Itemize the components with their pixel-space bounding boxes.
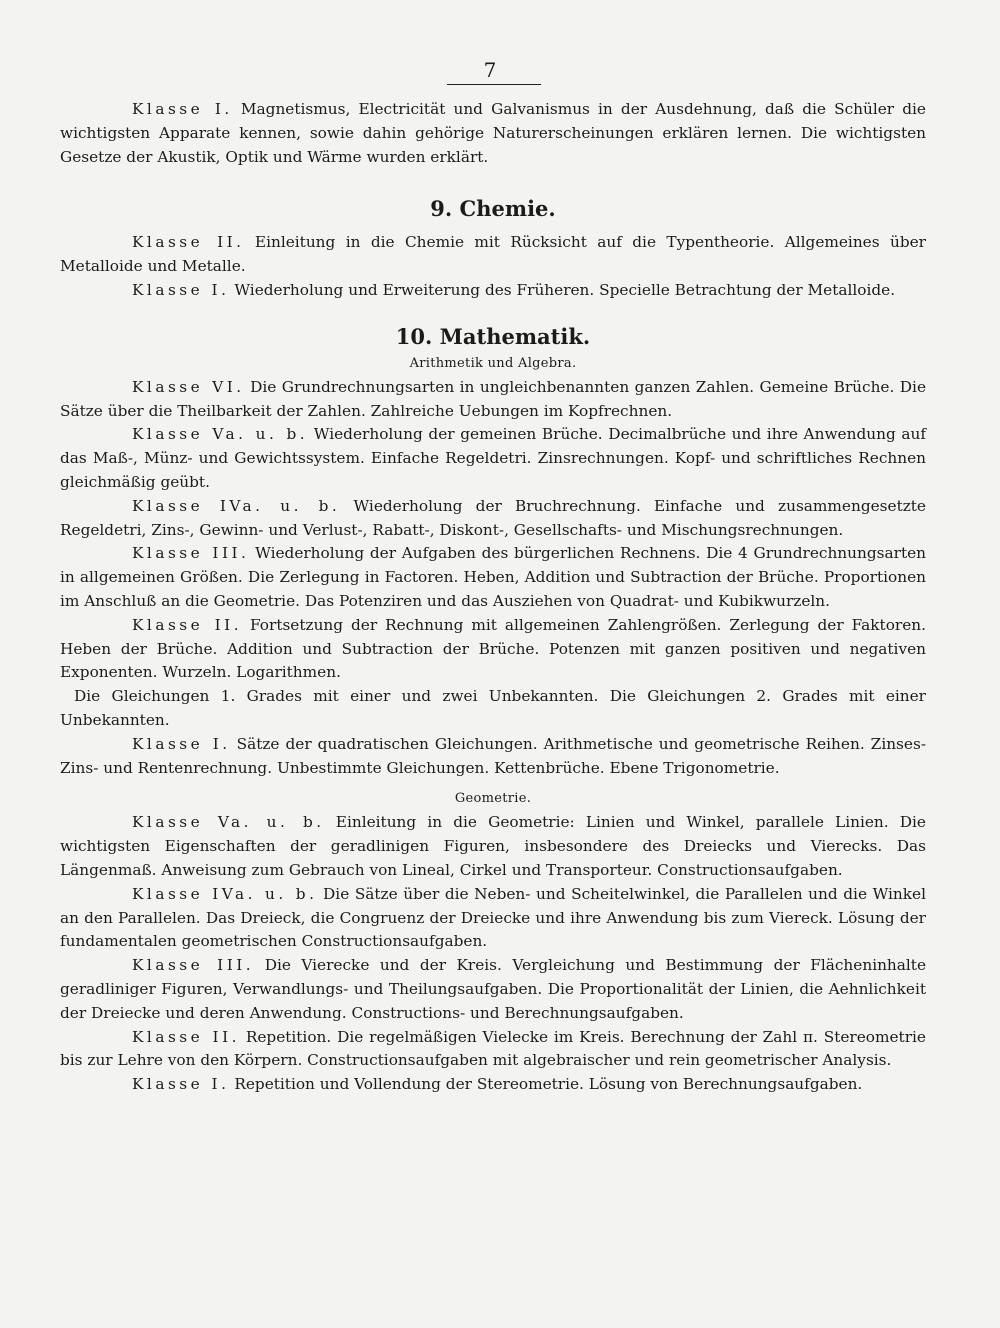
klasse-label: Klasse III. [132,544,250,563]
paragraph-text: Die Vierecke und der Kreis. Vergleichung und Bestimmung der Flächeninhalte geradliniger Figuren, Verwandlungs- und Theilungsaufgaben. Die Proportionalität der Linien, die Aehnlichkeit der Dreiecke und deren Anwendung. Constructions- und Berechnungsaufgaben. [60,956,927,1022]
paragraph-text: Einleitung in die Chemie mit Rücksicht auf die Typentheorie. Allgemeines über Metalloide und Metalle. [60,233,926,276]
mathematik-section [60,323,926,1097]
paragraph-geom-klasse-1 [60,1073,926,1097]
paragraph-chemie-klasse-2 [60,231,926,279]
paragraph-text: Sätze der quadratischen Gleichungen. Arithmetische und geometrische Reihen. Zinses-Zins- und Rentenrechnung. Unbestimmte Gleichungen. Kettenbrüche. Ebene Trigonometrie. [60,734,926,777]
paragraph-text: Magnetismus, Electricität und Galvanismus in der Ausdehnung, daß die Schüler die wichtigsten Apparate kennen, sowie dahin gehörige Naturerscheinungen erklären lernen. Die wichtigsten Gesetze der Akustik, Optik und Wärme wurden erklärt. [60,100,926,166]
klasse-label: Klasse IVa. u. b. [132,496,341,515]
klasse-label: Klasse II. [132,615,243,634]
physics-section-tail [60,98,926,169]
paragraph-arith-gleichungen [60,685,926,733]
klasse-label: Klasse IVa. u. b. [132,884,318,903]
paragraph-text: Repetition. Die regelmäßigen Vielecke im Kreis. Berechnung der Zahl π. Stereometrie bis zur Lehre von den Körpern. Constructionsaufgaben mit algebraischer und rein geometrischer Analysis. [60,1027,926,1070]
subheading-arithmetik: Arithmetik und Algebra. [409,355,577,371]
page-number: 7 [483,58,497,82]
paragraph-arith-klasse-6 [60,376,926,424]
paragraph-arith-klasse-2 [60,614,926,685]
page-number-rule [447,84,541,85]
paragraph-arith-klasse-4 [60,495,926,543]
section-heading-chemie: 9. Chemie. [430,196,556,222]
klasse-label: Klasse I. [132,280,230,299]
paragraph-geom-klasse-2 [60,1026,926,1074]
klasse-label: Klasse Va. u. b. [132,425,309,444]
paragraph-geom-klasse-3 [60,954,926,1025]
paragraph-arith-klasse-3 [60,542,926,613]
paragraph-text: Wiederholung der Bruchrechnung. Einfache und zusammengesetzte Regeldetri, Zins-, Gewinn- und Verlust-, Rabatt-, Diskont-, Gesellschafts- und Mischungsrechnungen. [60,496,926,539]
klasse-label: Klasse VI. [132,377,245,396]
paragraph-text: Einleitung in die Geometrie: Linien und Winkel, parallele Linien. Die wichtigsten Eigenschaften der geradlinigen Figuren, insbesondere des Dreiecks und Vierecks. Das Längenmaß. Anweisung zum Gebrauch von Lineal, Cirkel und Transporteur. Constructionsaufgaben. [60,813,926,879]
paragraph-text: Die Grundrechnungsarten in ungleichbenannten ganzen Zahlen. Gemeine Brüche. Die Sätze über die Theilbarkeit der Zahlen. Zahlreiche Uebungen im Kopfrechnen. [60,377,926,420]
paragraph-arith-klasse-1 [60,733,926,781]
paragraph-text: Wiederholung und Erweiterung des Früheren. Specielle Betrachtung der Metalloide. [234,280,896,299]
paragraph-text: Wiederholung der Aufgaben des bürgerlichen Rechnens. Die 4 Grundrechnungsarten in allgemeinen Größen. Die Zerlegung in Factoren. Heben, Addition und Subtraction der Brüche. Proportionen im Anschluß an die Geometrie. Das Potenziren und das Ausziehen von Quadrat- und Kubikwurzeln. [60,544,926,610]
paragraph-text: Repetition und Vollendung der Stereometrie. Lösung von Berechnungsaufgaben. [234,1075,863,1094]
klasse-label: Klasse I. [132,1075,230,1094]
klasse-label: Klasse Va. u. b. [132,813,325,832]
paragraph-geom-klasse-4 [60,883,926,954]
paragraph-text: Wiederholung der gemeinen Brüche. Decimalbrüche und ihre Anwendung auf das Maß-, Münz- und Gewichtssystem. Einfache Regeldetri. Zinsrechnungen. Kopf- und schriftliches Rechnen gleichmäßig geübt. [60,425,927,491]
section-heading-mathematik: 10. Mathematik. [395,323,591,349]
paragraph-arith-klasse-5 [60,423,926,494]
paragraph-geom-klasse-5 [60,811,926,882]
paragraph-chemie-klasse-1 [60,279,926,303]
paragraph-text: Die Gleichungen 1. Grades mit einer und zwei Unbekannten. Die Gleichungen 2. Grades mit einer Unbekannten. [60,687,926,729]
klasse-label: Klasse I. [132,734,231,753]
klasse-label: Klasse I. [132,100,233,118]
klasse-label: Klasse II. [132,1027,240,1046]
page-content [60,98,926,1097]
subheading-geometrie: Geometrie. [454,791,532,807]
paragraph-text: Die Sätze über die Neben- und Scheitelwinkel, die Parallelen und die Winkel an den Parallelen. Das Dreieck, die Congruenz der Dreiecke und ihre Anwendung bis zum Viereck. Lösung der fundamentalen geometrischen Constructionsaufgaben. [60,884,926,951]
klasse-label: Klasse III. [132,956,255,975]
paragraph-text: Fortsetzung der Rechnung mit allgemeinen Zahlengrößen. Zerlegung der Faktoren. Heben der Brüche. Addition und Subtraction der Brüche. Potenzen mit ganzen positiven und negativen Exponenten. Wurzeln. Logarithmen. [60,615,926,682]
chemie-section [60,195,926,302]
paragraph-physics-klasse-1 [60,98,926,169]
klasse-label: Klasse II. [132,233,245,252]
